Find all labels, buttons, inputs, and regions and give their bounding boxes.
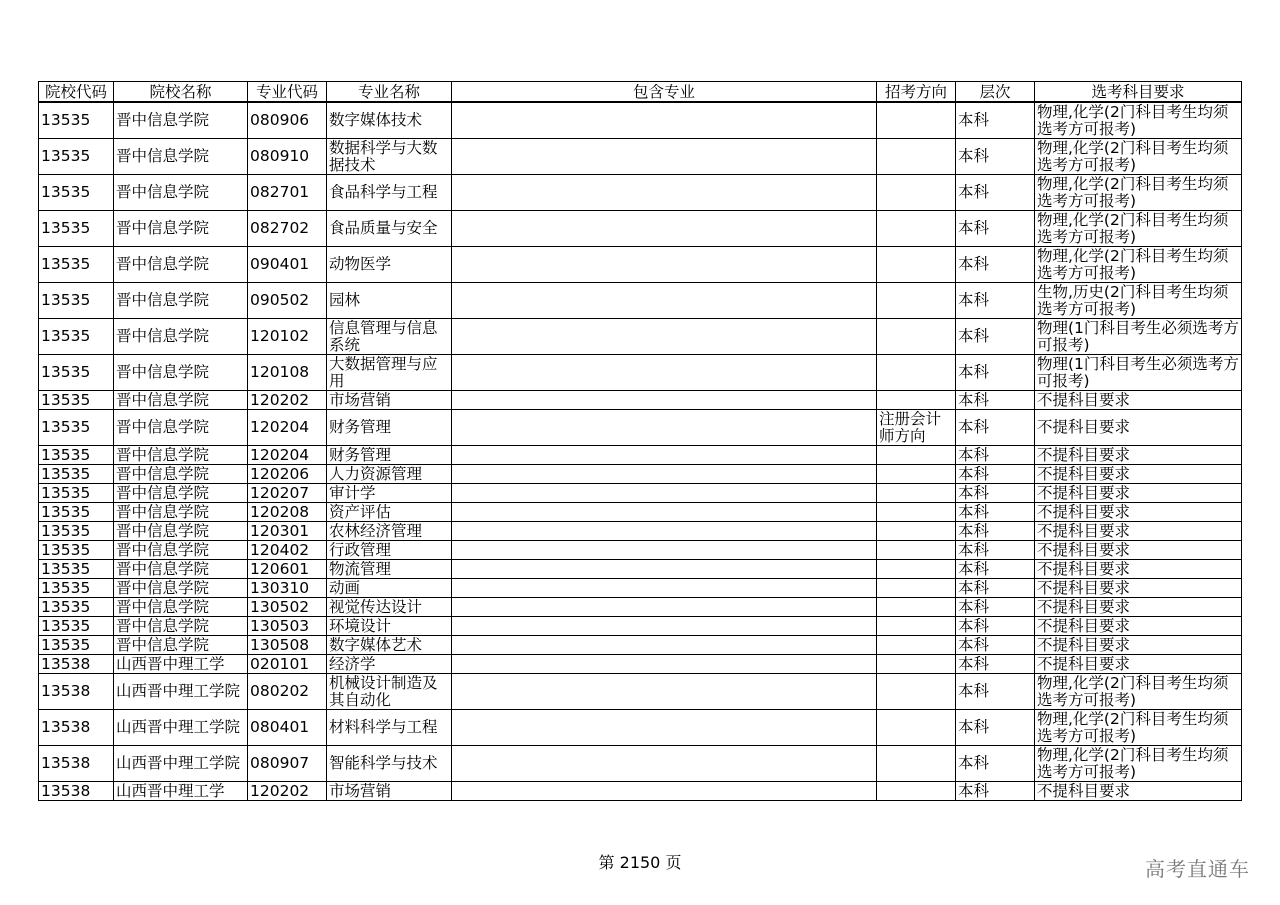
cell-school-code: 13535	[39, 465, 114, 484]
cell-included-majors	[452, 319, 877, 355]
cell-major-name: 园林	[327, 283, 452, 319]
cell-level: 本科	[956, 617, 1035, 636]
cell-major-name: 行政管理	[327, 541, 452, 560]
cell-major-name: 财务管理	[327, 446, 452, 465]
cell-direction	[877, 247, 956, 283]
cell-school-name: 晋中信息学院	[114, 139, 248, 175]
cell-major-code: 120208	[248, 503, 327, 522]
admissions-table	[38, 81, 1242, 801]
cell-major-code: 090502	[248, 283, 327, 319]
cell-direction	[877, 746, 956, 782]
cell-school-code: 13535	[39, 541, 114, 560]
cell-direction: 注册会计师方向	[877, 410, 956, 446]
cell-school-code: 13538	[39, 674, 114, 710]
cell-included-majors	[452, 541, 877, 560]
cell-subject-requirement: 物理,化学(2门科目考生均须选考方可报考)	[1035, 674, 1242, 710]
cell-included-majors	[452, 560, 877, 579]
cell-included-majors	[452, 503, 877, 522]
cell-subject-requirement: 物理,化学(2门科目考生均须选考方可报考)	[1035, 175, 1242, 211]
cell-school-code: 13535	[39, 579, 114, 598]
cell-direction	[877, 102, 956, 139]
cell-level: 本科	[956, 710, 1035, 746]
cell-school-code: 13535	[39, 139, 114, 175]
col-header-level: 层次	[956, 82, 1035, 103]
cell-major-code: 080202	[248, 674, 327, 710]
cell-school-code: 13535	[39, 319, 114, 355]
cell-major-name: 数字媒体艺术	[327, 636, 452, 655]
cell-major-name: 数据科学与大数据技术	[327, 139, 452, 175]
cell-school-code: 13535	[39, 617, 114, 636]
cell-level: 本科	[956, 522, 1035, 541]
cell-level: 本科	[956, 355, 1035, 391]
table-row	[39, 465, 1242, 484]
cell-subject-requirement: 不提科目要求	[1035, 655, 1242, 674]
table-row	[39, 175, 1242, 211]
cell-major-code: 120102	[248, 319, 327, 355]
cell-school-code: 13538	[39, 710, 114, 746]
cell-level: 本科	[956, 560, 1035, 579]
cell-direction	[877, 446, 956, 465]
cell-school-code: 13535	[39, 410, 114, 446]
cell-included-majors	[452, 636, 877, 655]
cell-major-name: 大数据管理与应用	[327, 355, 452, 391]
cell-school-name: 晋中信息学院	[114, 503, 248, 522]
cell-major-name: 食品质量与安全	[327, 211, 452, 247]
cell-included-majors	[452, 746, 877, 782]
cell-included-majors	[452, 782, 877, 801]
table-row	[39, 410, 1242, 446]
cell-school-name: 晋中信息学院	[114, 617, 248, 636]
col-header-included-majors: 包含专业	[452, 82, 877, 103]
cell-subject-requirement: 物理(1门科目考生必须选考方可报考)	[1035, 355, 1242, 391]
cell-school-code: 13535	[39, 391, 114, 410]
cell-subject-requirement: 不提科目要求	[1035, 636, 1242, 655]
cell-included-majors	[452, 102, 877, 139]
cell-included-majors	[452, 410, 877, 446]
cell-major-code: 130502	[248, 598, 327, 617]
cell-school-name: 晋中信息学院	[114, 102, 248, 139]
cell-school-code: 13535	[39, 211, 114, 247]
cell-major-code: 120301	[248, 522, 327, 541]
cell-level: 本科	[956, 175, 1035, 211]
cell-school-code: 13535	[39, 636, 114, 655]
cell-school-code: 13535	[39, 446, 114, 465]
cell-school-name: 晋中信息学院	[114, 175, 248, 211]
cell-level: 本科	[956, 247, 1035, 283]
cell-subject-requirement: 物理(1门科目考生必须选考方可报考)	[1035, 319, 1242, 355]
table-row	[39, 674, 1242, 710]
cell-included-majors	[452, 674, 877, 710]
cell-school-name: 晋中信息学院	[114, 560, 248, 579]
cell-included-majors	[452, 283, 877, 319]
cell-direction	[877, 782, 956, 801]
cell-school-name: 晋中信息学院	[114, 391, 248, 410]
cell-included-majors	[452, 211, 877, 247]
table-row	[39, 247, 1242, 283]
table-row	[39, 484, 1242, 503]
cell-major-code: 020101	[248, 655, 327, 674]
col-header-school-code: 院校代码	[39, 82, 114, 103]
cell-level: 本科	[956, 211, 1035, 247]
cell-major-name: 视觉传达设计	[327, 598, 452, 617]
cell-subject-requirement: 不提科目要求	[1035, 446, 1242, 465]
cell-direction	[877, 465, 956, 484]
cell-major-code: 090401	[248, 247, 327, 283]
cell-major-code: 130310	[248, 579, 327, 598]
cell-major-name: 环境设计	[327, 617, 452, 636]
page-number: 第 2150 页	[598, 853, 682, 872]
cell-included-majors	[452, 175, 877, 211]
cell-level: 本科	[956, 636, 1035, 655]
cell-major-name: 物流管理	[327, 560, 452, 579]
cell-level: 本科	[956, 283, 1035, 319]
cell-level: 本科	[956, 746, 1035, 782]
cell-major-name: 市场营销	[327, 391, 452, 410]
cell-subject-requirement: 生物,历史(2门科目考生均须选考方可报考)	[1035, 283, 1242, 319]
cell-school-name: 晋中信息学院	[114, 446, 248, 465]
cell-direction	[877, 636, 956, 655]
cell-major-name: 材料科学与工程	[327, 710, 452, 746]
cell-school-code: 13535	[39, 175, 114, 211]
cell-school-name: 晋中信息学院	[114, 598, 248, 617]
cell-school-code: 13535	[39, 522, 114, 541]
table-row	[39, 782, 1242, 801]
col-header-major-name: 专业名称	[327, 82, 452, 103]
cell-school-name: 山西晋中理工学院	[114, 746, 248, 782]
cell-major-name: 动物医学	[327, 247, 452, 283]
cell-subject-requirement: 不提科目要求	[1035, 541, 1242, 560]
cell-major-code: 130508	[248, 636, 327, 655]
table-row	[39, 391, 1242, 410]
cell-major-code: 120402	[248, 541, 327, 560]
cell-subject-requirement: 物理,化学(2门科目考生均须选考方可报考)	[1035, 746, 1242, 782]
cell-direction	[877, 522, 956, 541]
cell-direction	[877, 319, 956, 355]
cell-included-majors	[452, 139, 877, 175]
table-row	[39, 102, 1242, 139]
cell-direction	[877, 139, 956, 175]
cell-subject-requirement: 物理,化学(2门科目考生均须选考方可报考)	[1035, 247, 1242, 283]
cell-direction	[877, 541, 956, 560]
cell-school-name: 晋中信息学院	[114, 283, 248, 319]
cell-level: 本科	[956, 410, 1035, 446]
cell-school-code: 13538	[39, 782, 114, 801]
cell-school-code: 13535	[39, 283, 114, 319]
cell-level: 本科	[956, 319, 1035, 355]
cell-major-code: 120207	[248, 484, 327, 503]
table-row	[39, 655, 1242, 674]
cell-included-majors	[452, 465, 877, 484]
cell-major-name: 资产评估	[327, 503, 452, 522]
cell-school-name: 山西晋中理工学院	[114, 674, 248, 710]
cell-major-code: 080401	[248, 710, 327, 746]
cell-level: 本科	[956, 782, 1035, 801]
cell-direction	[877, 617, 956, 636]
cell-direction	[877, 391, 956, 410]
cell-major-code: 120601	[248, 560, 327, 579]
cell-school-code: 13535	[39, 355, 114, 391]
cell-level: 本科	[956, 446, 1035, 465]
col-header-subject-requirement: 选考科目要求	[1035, 82, 1242, 103]
cell-school-name: 晋中信息学院	[114, 465, 248, 484]
cell-direction	[877, 598, 956, 617]
cell-major-name: 财务管理	[327, 410, 452, 446]
cell-direction	[877, 283, 956, 319]
cell-major-code: 082701	[248, 175, 327, 211]
cell-subject-requirement: 不提科目要求	[1035, 410, 1242, 446]
table-row	[39, 446, 1242, 465]
cell-major-name: 农林经济管理	[327, 522, 452, 541]
cell-subject-requirement: 不提科目要求	[1035, 782, 1242, 801]
cell-major-code: 080906	[248, 102, 327, 139]
cell-subject-requirement: 不提科目要求	[1035, 465, 1242, 484]
cell-included-majors	[452, 579, 877, 598]
cell-subject-requirement: 不提科目要求	[1035, 617, 1242, 636]
cell-major-name: 食品科学与工程	[327, 175, 452, 211]
cell-direction	[877, 579, 956, 598]
cell-school-name: 晋中信息学院	[114, 541, 248, 560]
cell-major-name: 审计学	[327, 484, 452, 503]
cell-level: 本科	[956, 579, 1035, 598]
cell-major-code: 120204	[248, 410, 327, 446]
table-row	[39, 503, 1242, 522]
cell-subject-requirement: 不提科目要求	[1035, 560, 1242, 579]
cell-school-code: 13535	[39, 484, 114, 503]
table-header	[39, 82, 1242, 103]
cell-level: 本科	[956, 484, 1035, 503]
cell-level: 本科	[956, 465, 1035, 484]
cell-major-code: 130503	[248, 617, 327, 636]
table-row	[39, 139, 1242, 175]
cell-school-name: 晋中信息学院	[114, 247, 248, 283]
cell-major-name: 数字媒体技术	[327, 102, 452, 139]
cell-direction	[877, 655, 956, 674]
cell-subject-requirement: 不提科目要求	[1035, 522, 1242, 541]
table-row	[39, 522, 1242, 541]
cell-school-code: 13538	[39, 655, 114, 674]
cell-level: 本科	[956, 139, 1035, 175]
cell-level: 本科	[956, 598, 1035, 617]
cell-direction	[877, 175, 956, 211]
cell-school-name: 晋中信息学院	[114, 484, 248, 503]
table-row	[39, 211, 1242, 247]
cell-subject-requirement: 不提科目要求	[1035, 598, 1242, 617]
cell-direction	[877, 710, 956, 746]
cell-level: 本科	[956, 102, 1035, 139]
cell-subject-requirement: 不提科目要求	[1035, 579, 1242, 598]
cell-direction	[877, 211, 956, 247]
cell-school-name: 晋中信息学院	[114, 522, 248, 541]
cell-included-majors	[452, 655, 877, 674]
cell-school-name: 晋中信息学院	[114, 579, 248, 598]
cell-school-name: 晋中信息学院	[114, 410, 248, 446]
cell-major-code: 120202	[248, 782, 327, 801]
cell-level: 本科	[956, 541, 1035, 560]
cell-major-code: 080907	[248, 746, 327, 782]
cell-direction	[877, 355, 956, 391]
cell-school-name: 晋中信息学院	[114, 319, 248, 355]
table-row	[39, 355, 1242, 391]
cell-major-name: 人力资源管理	[327, 465, 452, 484]
table-row	[39, 319, 1242, 355]
cell-subject-requirement: 不提科目要求	[1035, 503, 1242, 522]
cell-subject-requirement: 不提科目要求	[1035, 484, 1242, 503]
cell-school-name: 晋中信息学院	[114, 355, 248, 391]
table-row	[39, 710, 1242, 746]
cell-included-majors	[452, 710, 877, 746]
cell-included-majors	[452, 522, 877, 541]
cell-subject-requirement: 物理,化学(2门科目考生均须选考方可报考)	[1035, 211, 1242, 247]
cell-major-code: 080910	[248, 139, 327, 175]
cell-school-name: 晋中信息学院	[114, 636, 248, 655]
cell-subject-requirement: 物理,化学(2门科目考生均须选考方可报考)	[1035, 139, 1242, 175]
table-row	[39, 541, 1242, 560]
cell-school-name: 山西晋中理工学院	[114, 710, 248, 746]
cell-school-code: 13535	[39, 247, 114, 283]
watermark-logo: 高考直通车	[1145, 857, 1250, 881]
cell-school-code: 13535	[39, 102, 114, 139]
cell-subject-requirement: 物理,化学(2门科目考生均须选考方可报考)	[1035, 102, 1242, 139]
cell-subject-requirement: 不提科目要求	[1035, 391, 1242, 410]
cell-direction	[877, 503, 956, 522]
col-header-direction: 招考方向	[877, 82, 956, 103]
table-row	[39, 636, 1242, 655]
cell-major-name: 信息管理与信息系统	[327, 319, 452, 355]
cell-direction	[877, 560, 956, 579]
cell-school-name: 山西晋中理工学	[114, 782, 248, 801]
cell-major-code: 120206	[248, 465, 327, 484]
cell-school-code: 13535	[39, 503, 114, 522]
table-body	[39, 102, 1242, 801]
cell-level: 本科	[956, 391, 1035, 410]
cell-included-majors	[452, 391, 877, 410]
cell-direction	[877, 484, 956, 503]
cell-school-code: 13535	[39, 560, 114, 579]
cell-school-code: 13538	[39, 746, 114, 782]
cell-major-name: 智能科学与技术	[327, 746, 452, 782]
cell-subject-requirement: 物理,化学(2门科目考生均须选考方可报考)	[1035, 710, 1242, 746]
cell-major-name: 动画	[327, 579, 452, 598]
cell-major-code: 120108	[248, 355, 327, 391]
cell-direction	[877, 674, 956, 710]
cell-included-majors	[452, 247, 877, 283]
cell-major-code: 082702	[248, 211, 327, 247]
table-row	[39, 617, 1242, 636]
table-row	[39, 283, 1242, 319]
cell-included-majors	[452, 598, 877, 617]
cell-major-code: 120204	[248, 446, 327, 465]
table-row	[39, 746, 1242, 782]
cell-included-majors	[452, 446, 877, 465]
col-header-school-name: 院校名称	[114, 82, 248, 103]
cell-major-name: 经济学	[327, 655, 452, 674]
cell-major-name: 市场营销	[327, 782, 452, 801]
cell-level: 本科	[956, 503, 1035, 522]
cell-school-name: 山西晋中理工学	[114, 655, 248, 674]
cell-school-code: 13535	[39, 598, 114, 617]
header-row	[39, 82, 1242, 103]
table-row	[39, 598, 1242, 617]
cell-school-name: 晋中信息学院	[114, 211, 248, 247]
table-row	[39, 579, 1242, 598]
cell-included-majors	[452, 355, 877, 391]
cell-included-majors	[452, 484, 877, 503]
cell-included-majors	[452, 617, 877, 636]
cell-level: 本科	[956, 655, 1035, 674]
col-header-major-code: 专业代码	[248, 82, 327, 103]
cell-major-code: 120202	[248, 391, 327, 410]
cell-level: 本科	[956, 674, 1035, 710]
cell-major-name: 机械设计制造及其自动化	[327, 674, 452, 710]
table-row	[39, 560, 1242, 579]
